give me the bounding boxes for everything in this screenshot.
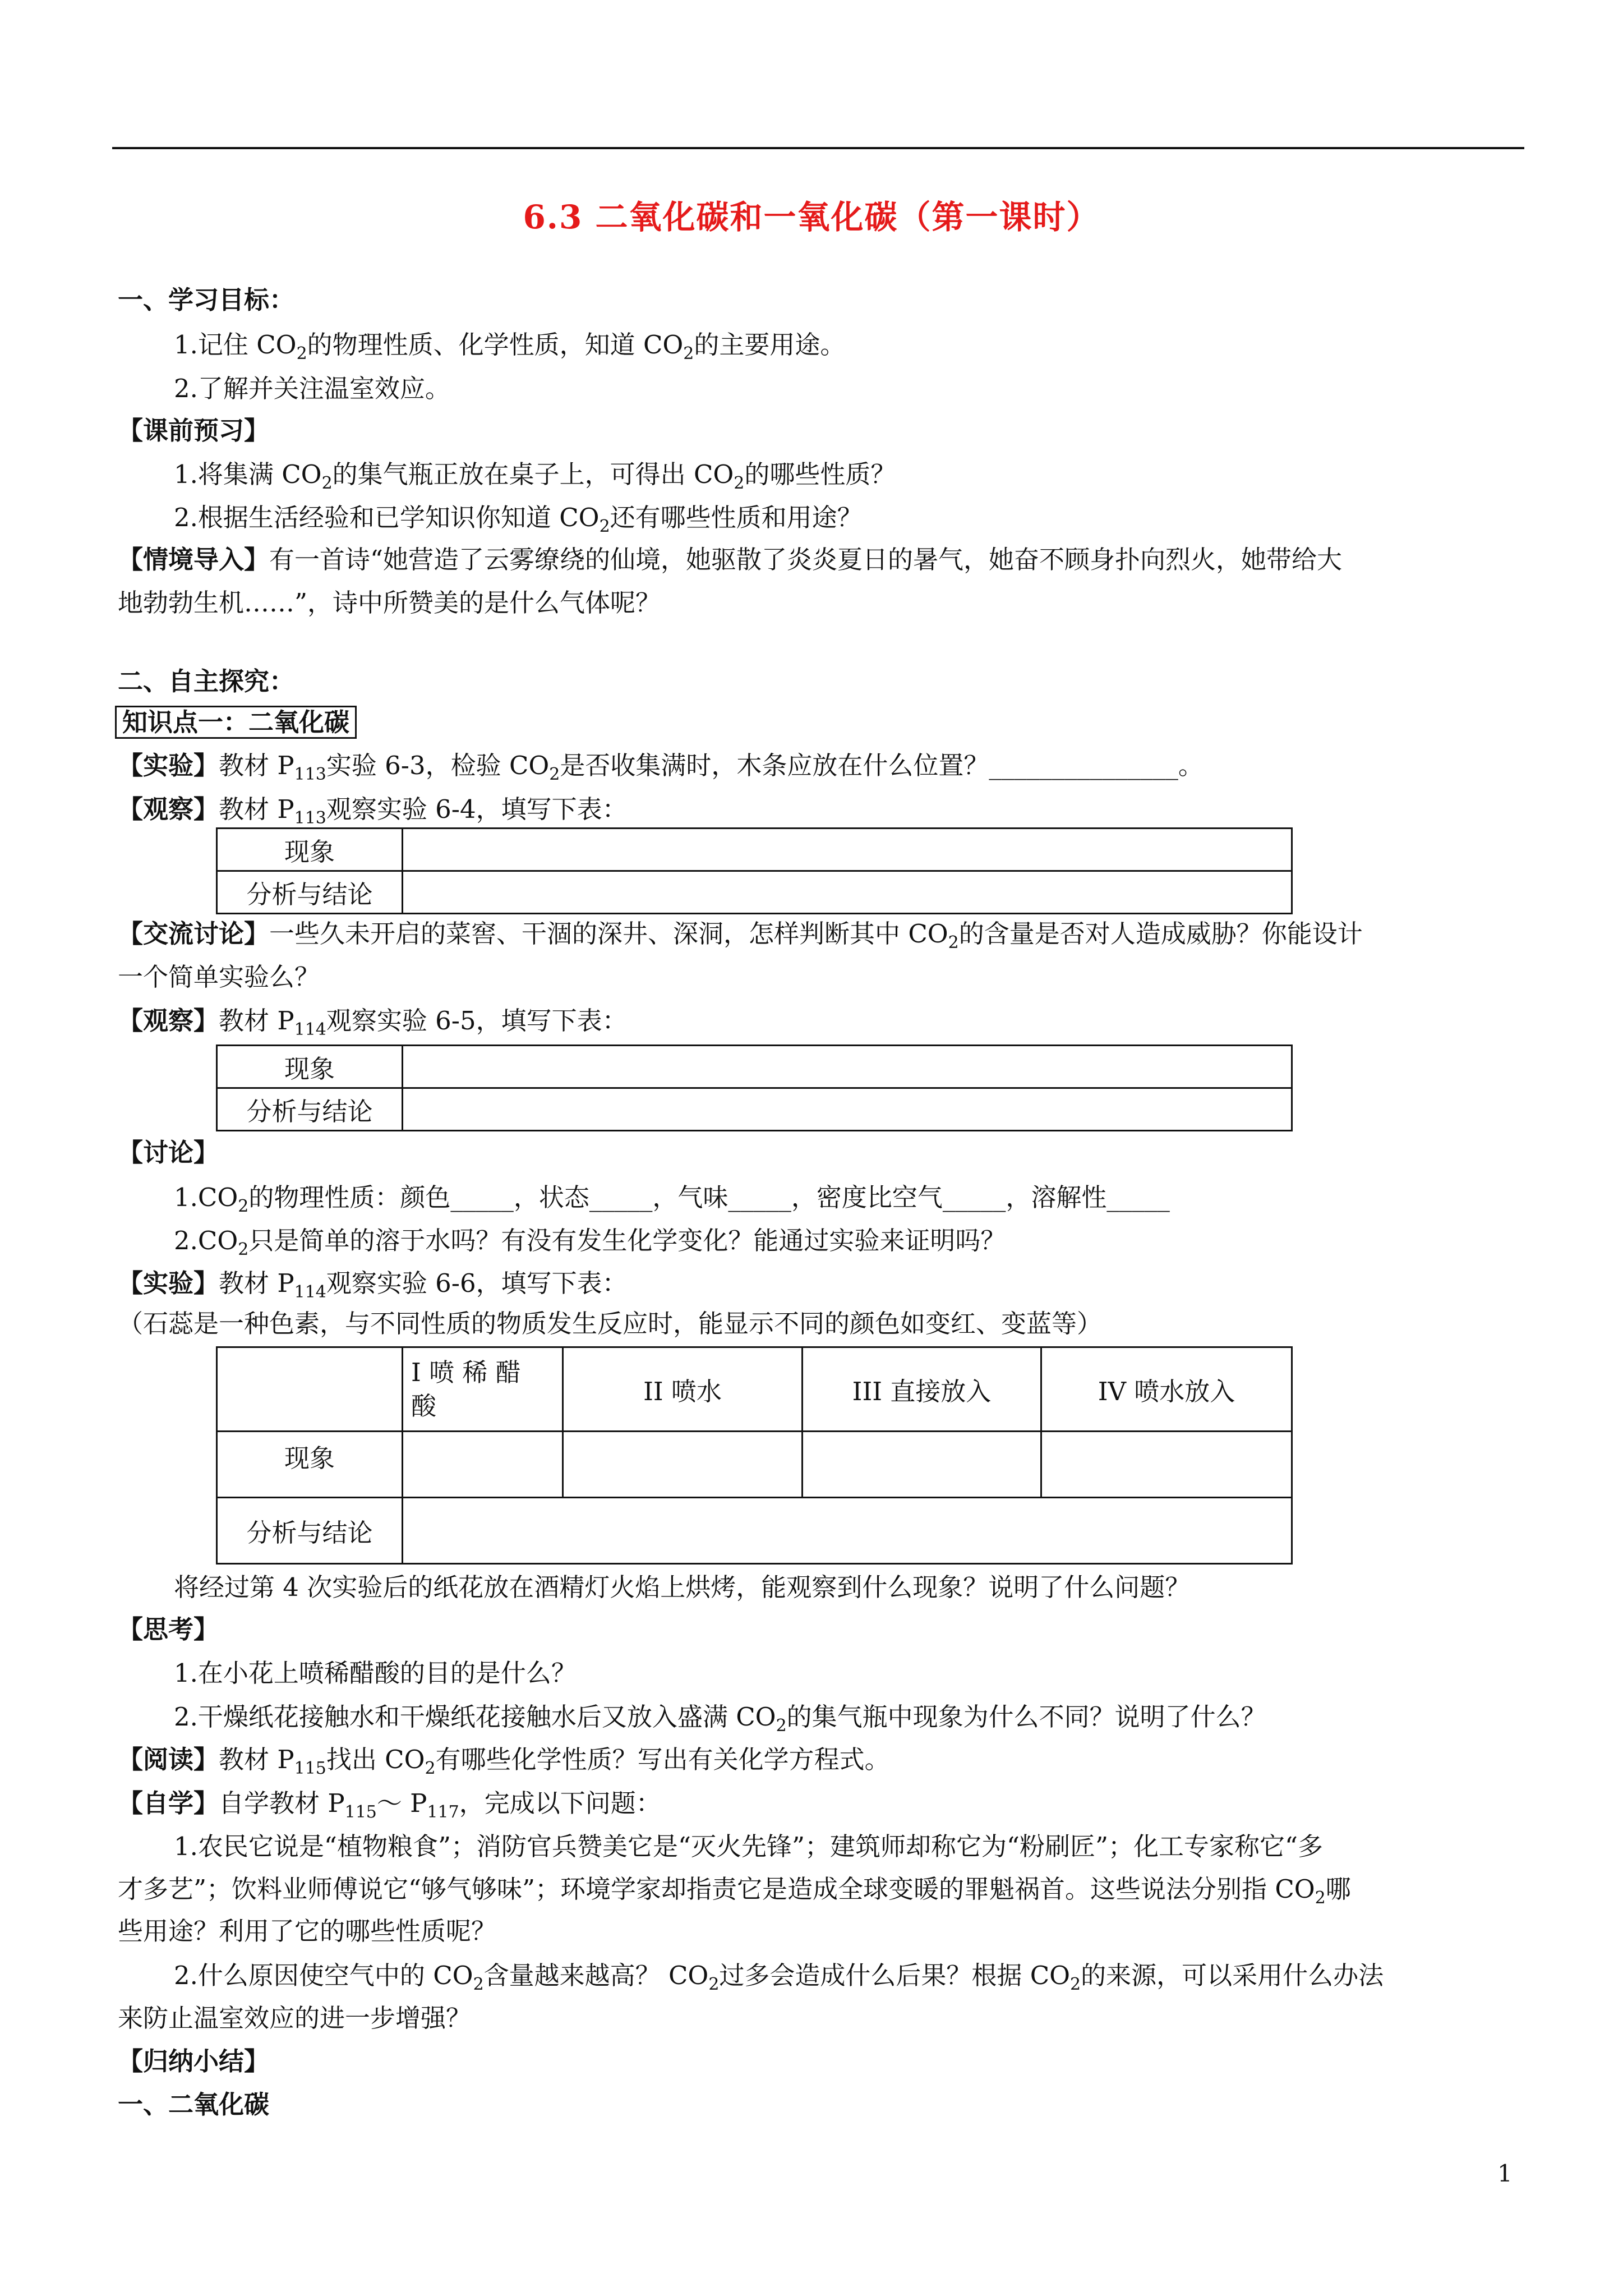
answer-cell[interactable]: [403, 1046, 1292, 1088]
observe-1: 【观察】教材 $P_{113}$观察实验 6-4，填写下表：: [118, 794, 628, 828]
preview-q2: 2.根据生活经验和已学知识你知道 $CO_2$还有哪些性质和用途？: [174, 503, 863, 536]
section-heading-explore: 二、自主探究：: [118, 666, 295, 696]
table-corner-cell: [217, 1347, 403, 1432]
self-study-q1-line-2: 才多艺”；饮料业师傅说它“够气够味”；环境学家却指责它是造成全球变暖的罪魁祸首。这些说法分别指 $CO_2$哪: [118, 1874, 1351, 1908]
think-q1: 1.在小花上喷稀醋酸的目的是什么？: [174, 1658, 577, 1688]
after-table-question: 将经过第 4 次实验后的纸花放在酒精灯火焰上烘烤，能观察到什么现象？说明了什么问题？: [174, 1572, 1191, 1602]
goal-1: 1.记住 $CO_2$的物理性质、化学性质，知道 $CO_2$的主要用途。: [174, 330, 846, 364]
experiment-2: 【实验】教材 $P_{114}$观察实验 6-6，填写下表：: [118, 1268, 628, 1302]
page-title: 6.3 二氧化碳和一氧化碳（第一课时）: [523, 198, 1100, 236]
self-study-task: 【自学】自学教材 $P_{115}\sim$ $P_{117}$，完成以下问题：: [118, 1788, 661, 1822]
header-direct-put: III 直接放入: [803, 1347, 1041, 1432]
discussion-q2: $2.CO_2$只是简单的溶于水吗？有没有发生化学变化？能通过实验来证明吗？: [174, 1226, 1006, 1259]
self-study-q2-line-2: 来防止温室效应的进一步增强？: [118, 2003, 472, 2033]
intro-line-2: 地勃勃生机……”，诗中所赞美的是什么气体呢？: [118, 588, 661, 618]
header-rule: [112, 147, 1524, 149]
row-label-phenomenon: 现象: [217, 1046, 403, 1088]
discuss-line-1: 【交流讨论】一些久未开启的菜窖、干涸的深井、深洞，怎样判断其中 $CO_2$的含量是否对人造成威胁？你能设计: [118, 919, 1363, 953]
row-label-analysis: 分析与结论: [217, 1498, 403, 1564]
answer-cell[interactable]: [403, 829, 1292, 871]
summary-heading: 【归纳小结】: [118, 2046, 270, 2076]
answer-cell[interactable]: [403, 1498, 1292, 1564]
think-heading: 【思考】: [118, 1614, 219, 1644]
goal-2: 2.了解并关注温室效应。: [174, 374, 450, 403]
intro-line-1: 【情境导入】有一首诗“她营造了云雾缭绕的仙境，她驱散了炎炎夏日的暑气，她奋不顾身扑向烈火，她带给大: [118, 545, 1343, 574]
litmus-experiment-table: [216, 1346, 1293, 1565]
row-label-analysis: 分析与结论: [217, 871, 403, 914]
answer-cell[interactable]: [803, 1432, 1041, 1498]
answer-cell[interactable]: [1041, 1432, 1292, 1498]
self-study-q2-line-1: 2.什么原因使空气中的 $CO_2$含量越来越高？ $CO_2$过多会造成什么后果？根据 $CO_2$的来源，可以采用什么办法: [174, 1961, 1384, 1994]
self-study-q1-line-3: 些用途？利用了它的哪些性质呢？: [118, 1916, 497, 1946]
knowledge-point-box: 知识点一：二氧化碳: [115, 706, 357, 739]
observe-2: 【观察】教材 $P_{114}$观察实验 6-5，填写下表：: [118, 1006, 628, 1039]
answer-cell[interactable]: [403, 871, 1292, 914]
discussion-q1: $1.CO_2$的物理性质：颜色_____，状态_____，气味_____，密度比空气_____，溶解性_____: [174, 1182, 1170, 1216]
answer-cell[interactable]: [563, 1432, 803, 1498]
experiment-1: 【实验】教材 $P_{113}$实验 6-3，检验 $CO_2$是否收集满时，木条应放在什么位置？_______________。: [118, 751, 1204, 784]
preview-q1: 1.将集满 $CO_2$的集气瓶正放在桌子上，可得出 $CO_2$的哪些性质？: [174, 459, 896, 493]
summary-subheading: 一、二氧化碳: [118, 2090, 270, 2119]
reading-task: 【阅读】教材 $P_{115}$找出 $CO_2$有哪些化学性质？写出有关化学方程式。: [118, 1745, 890, 1778]
row-label-phenomenon: 现象: [217, 1432, 403, 1498]
self-study-q1-line-1: 1.农民它说是“植物粮食”；消防官兵赞美它是“灭火先锋”；建筑师却称它为“粉刷匠”；化工专家称它“多: [174, 1832, 1323, 1861]
row-label-analysis: 分析与结论: [217, 1088, 403, 1131]
discussion-heading: 【讨论】: [118, 1138, 219, 1167]
row-label-phenomenon: 现象: [217, 829, 403, 871]
observation-table-1: [216, 827, 1293, 914]
preview-heading: 【课前预习】: [118, 416, 270, 445]
think-q2: 2.干燥纸花接触水和干燥纸花接触水后又放入盛满 $CO_2$的集气瓶中现象为什么不同？说明了什么？: [174, 1702, 1266, 1736]
answer-cell[interactable]: [403, 1432, 563, 1498]
discuss-line-2: 一个简单实验么？: [118, 962, 320, 992]
header-spray-water: II 喷水: [563, 1347, 803, 1432]
header-spray-vinegar: I 喷 稀 醋 酸: [403, 1347, 563, 1432]
header-spray-then-put: IV 喷水放入: [1041, 1347, 1292, 1432]
answer-cell[interactable]: [403, 1088, 1292, 1131]
section-heading-goals: 一、学习目标：: [118, 285, 295, 315]
page-number: 1: [1497, 2160, 1513, 2187]
observation-table-2: [216, 1045, 1293, 1131]
litmus-note: （石蕊是一种色素，与不同性质的物质发生反应时，能显示不同的颜色如变红、变蓝等）: [118, 1309, 1103, 1338]
